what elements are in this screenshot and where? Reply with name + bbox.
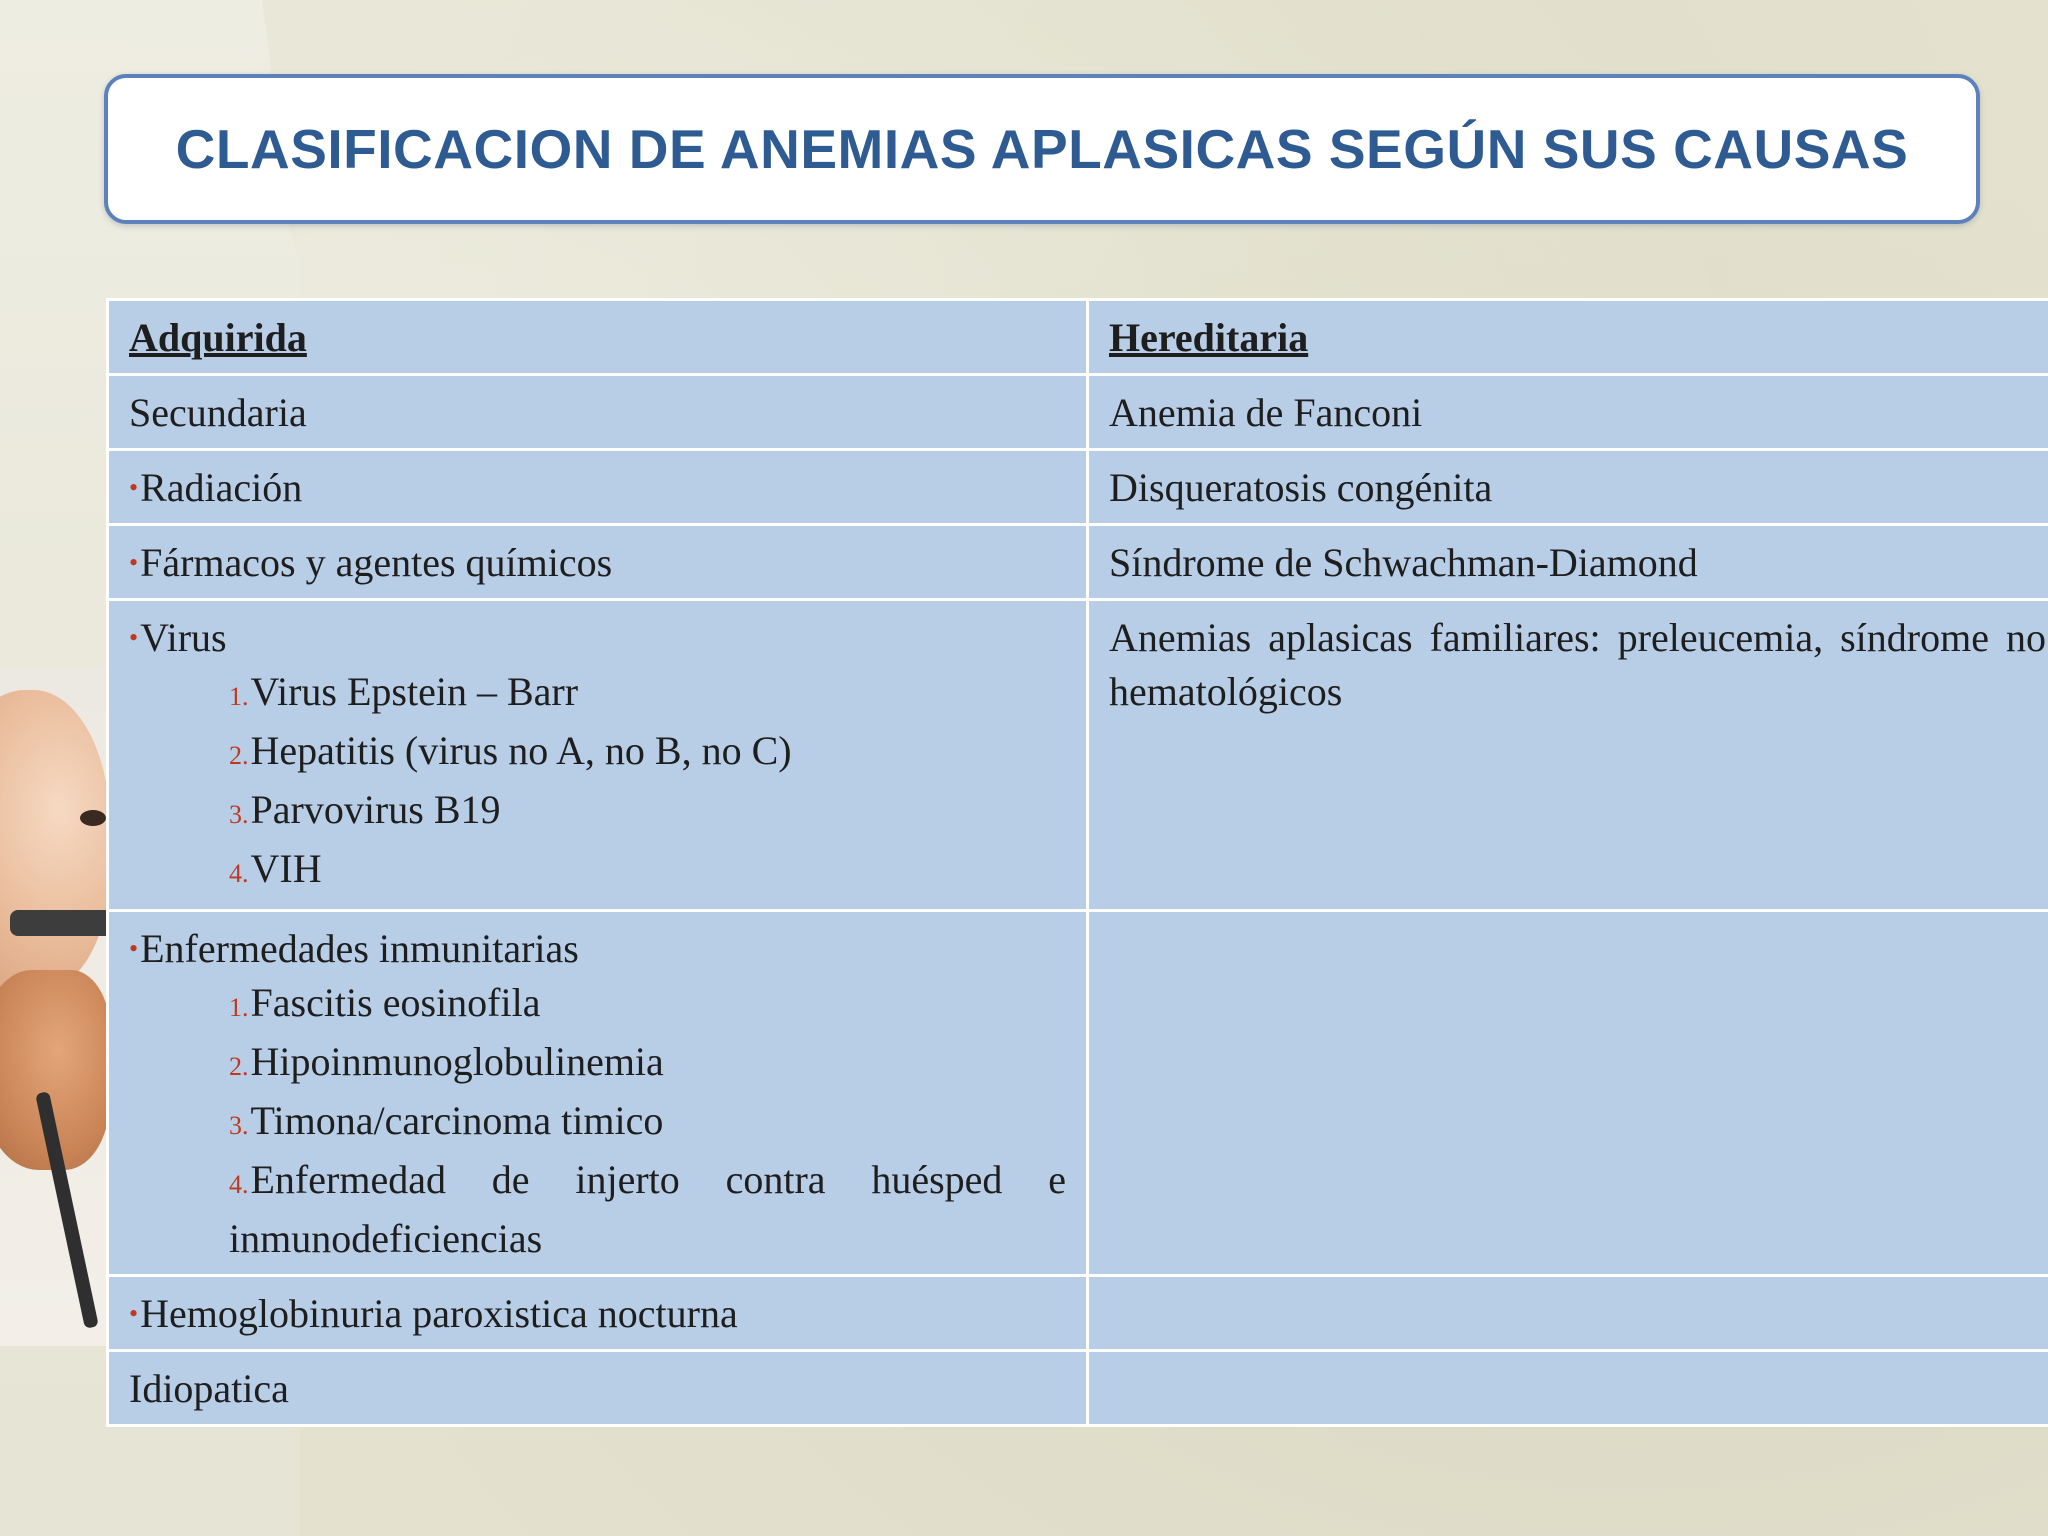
cell-right xyxy=(1088,600,2048,911)
list-item-text: Fascitis eosinofila xyxy=(250,980,541,1025)
slide-title: CLASIFICACION DE ANEMIAS APLASICAS SEGÚN SUS CAUSAS xyxy=(175,118,1909,180)
cell-text: Radiación xyxy=(140,465,303,510)
baby-eye xyxy=(80,810,106,826)
list-number: 3. xyxy=(229,800,249,829)
header-cell-adquirida xyxy=(108,300,1088,375)
table-row xyxy=(108,1351,2048,1426)
list-number: 3. xyxy=(229,1111,249,1140)
cell-text: Virus xyxy=(140,615,227,660)
cell-right-empty xyxy=(1088,911,2048,1276)
cell-text: Disqueratosis congénita xyxy=(1109,465,1493,510)
header-cell-hereditaria xyxy=(1088,300,2048,375)
baby-face xyxy=(0,690,108,990)
list-number: 4. xyxy=(229,859,249,888)
list-item xyxy=(129,665,1066,724)
header-hereditaria: Hereditaria xyxy=(1109,315,1309,360)
cell-right xyxy=(1088,450,2048,525)
cell-right-empty xyxy=(1088,1351,2048,1426)
cell-left xyxy=(108,600,1088,911)
cell-left xyxy=(108,1351,1088,1426)
list-item-text: Hipoinmunoglobulinemia xyxy=(250,1039,664,1084)
list-item-text: Virus Epstein – Barr xyxy=(250,669,579,714)
list-heading xyxy=(129,922,1066,976)
cell-left xyxy=(108,1276,1088,1351)
bullet: • xyxy=(129,623,139,652)
cell-right-empty xyxy=(1088,1276,2048,1351)
list-item xyxy=(129,1035,1066,1094)
table-row xyxy=(108,1276,2048,1351)
bullet: • xyxy=(129,473,139,502)
list-item-text: Parvovirus B19 xyxy=(250,787,501,832)
bullet: • xyxy=(129,934,139,963)
list-number: 2. xyxy=(229,1052,249,1081)
cell-text: Anemias aplasicas familiares: preleucemia, síndrome no hematológicos xyxy=(1109,615,2046,714)
stethoscope xyxy=(10,910,108,936)
list-item xyxy=(129,724,1066,783)
cell-text: Idiopatica xyxy=(129,1366,289,1411)
cell-right xyxy=(1088,375,2048,450)
cell-left xyxy=(108,525,1088,600)
cell-text: Anemia de Fanconi xyxy=(1109,390,1423,435)
cell-left xyxy=(108,911,1088,1276)
list-item-text: Enfermedad de injerto contra huésped e inmunodeficiencias xyxy=(229,1157,1066,1261)
header-adquirida: Adquirida xyxy=(129,315,307,360)
list-item-text: VIH xyxy=(250,846,322,891)
list-number: 4. xyxy=(229,1170,249,1199)
list-item xyxy=(129,976,1066,1035)
classification-table xyxy=(106,298,2048,1427)
bullet: • xyxy=(129,1299,139,1328)
cell-text: Enfermedades inmunitarias xyxy=(140,926,579,971)
list-item-text: Hepatitis (virus no A, no B, no C) xyxy=(250,728,792,773)
title-box xyxy=(104,74,1980,224)
list-item xyxy=(129,1153,1066,1266)
cell-text: Hemoglobinuria paroxistica nocturna xyxy=(140,1291,738,1336)
list-item xyxy=(129,1094,1066,1153)
table-header-row xyxy=(108,300,2048,375)
baby-photo xyxy=(0,670,108,1346)
list-item xyxy=(129,783,1066,842)
table-row xyxy=(108,450,2048,525)
table-row xyxy=(108,375,2048,450)
bullet: • xyxy=(129,548,139,577)
table-row xyxy=(108,600,2048,911)
list-number: 2. xyxy=(229,741,249,770)
list-item-text: Timona/carcinoma timico xyxy=(250,1098,664,1143)
list-number: 1. xyxy=(229,682,249,711)
list-heading xyxy=(129,611,1066,665)
table-row xyxy=(108,525,2048,600)
cell-text: Secundaria xyxy=(129,390,307,435)
cell-text: Fármacos y agentes químicos xyxy=(140,540,613,585)
table-row xyxy=(108,911,2048,1276)
cell-text: Síndrome de Schwachman-Diamond xyxy=(1109,540,1698,585)
list-item xyxy=(129,842,1066,901)
cell-left xyxy=(108,450,1088,525)
list-number: 1. xyxy=(229,993,249,1022)
cell-right xyxy=(1088,525,2048,600)
cell-left xyxy=(108,375,1088,450)
